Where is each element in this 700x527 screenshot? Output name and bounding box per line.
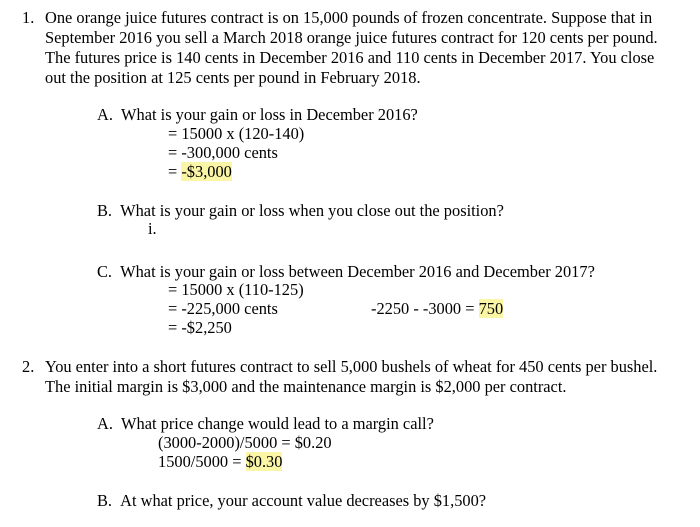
highlighted-answer: -$3,000 xyxy=(181,162,232,181)
work-prefix: = xyxy=(168,162,182,181)
problem-2-part-a-question xyxy=(97,414,434,434)
question-text: What is your gain or loss in December 2016? xyxy=(121,105,418,124)
problem-1-text-line-1: One orange juice futures contract is on 15,000 pounds of frozen concentrate. Suppose that in xyxy=(45,8,653,27)
problem-1-part-c-question xyxy=(97,262,595,282)
problem-2-text-line-2: The initial margin is $3,000 and the maintenance margin is $2,000 per contract. xyxy=(45,377,567,396)
part-label: A. xyxy=(97,414,113,433)
problem-2-text-line-1: You enter into a short futures contract to sell 5,000 bushels of wheat for 450 cents per bushel. xyxy=(45,357,658,376)
problem-1-number: 1. xyxy=(22,8,35,27)
problem-1-part-a-work-1: = 15000 x (120-140) xyxy=(168,124,305,143)
problem-1-text-line-3: The futures price is 140 cents in December 2016 and 110 cents in December 2017. You close xyxy=(45,48,655,67)
problem-1-part-c-work-1: = 15000 x (110-125) xyxy=(168,280,304,299)
problem-2-part-a-work-1: (3000-2000)/5000 = $0.20 xyxy=(158,433,332,452)
problem-1-part-c-side-calc xyxy=(371,299,503,319)
problem-1-part-a-question xyxy=(97,105,418,125)
part-label: A. xyxy=(97,105,113,124)
problem-1-part-c-work-3: = -$2,250 xyxy=(168,318,232,337)
problem-1-part-a-work-2: = -300,000 cents xyxy=(168,143,278,162)
problem-1-text-line-2: September 2016 you sell a March 2018 orange juice futures contract for 120 cents per pound. xyxy=(45,28,658,47)
problem-2-number: 2. xyxy=(22,357,35,376)
problem-2-part-a-work-2 xyxy=(158,452,282,472)
problem-2-part-b-question xyxy=(97,491,486,511)
problem-1-part-c-work-2: = -225,000 cents xyxy=(168,299,278,318)
question-text: What is your gain or loss when you close out the position? xyxy=(120,201,504,220)
problem-1-part-b-question xyxy=(97,201,504,221)
part-label: C. xyxy=(97,262,113,281)
question-text: At what price, your account value decreases by $1,500? xyxy=(120,491,487,510)
work-prefix: 1500/5000 = xyxy=(158,452,246,471)
problem-1-part-a-work-3 xyxy=(168,162,232,182)
question-text: What price change would lead to a margin call? xyxy=(121,414,434,433)
side-calc-text: -2250 - -3000 = xyxy=(371,299,479,318)
highlighted-side-answer: 750 xyxy=(478,299,504,318)
problem-1-part-b-subitem: i. xyxy=(148,219,157,238)
problem-1-text-line-4: out the position at 125 cents per pound in February 2018. xyxy=(45,68,421,87)
question-text: What is your gain or loss between December 2016 and December 2017? xyxy=(120,262,595,281)
part-label: B. xyxy=(97,491,113,510)
highlighted-answer: $0.30 xyxy=(245,452,283,471)
part-label: B. xyxy=(97,201,113,220)
